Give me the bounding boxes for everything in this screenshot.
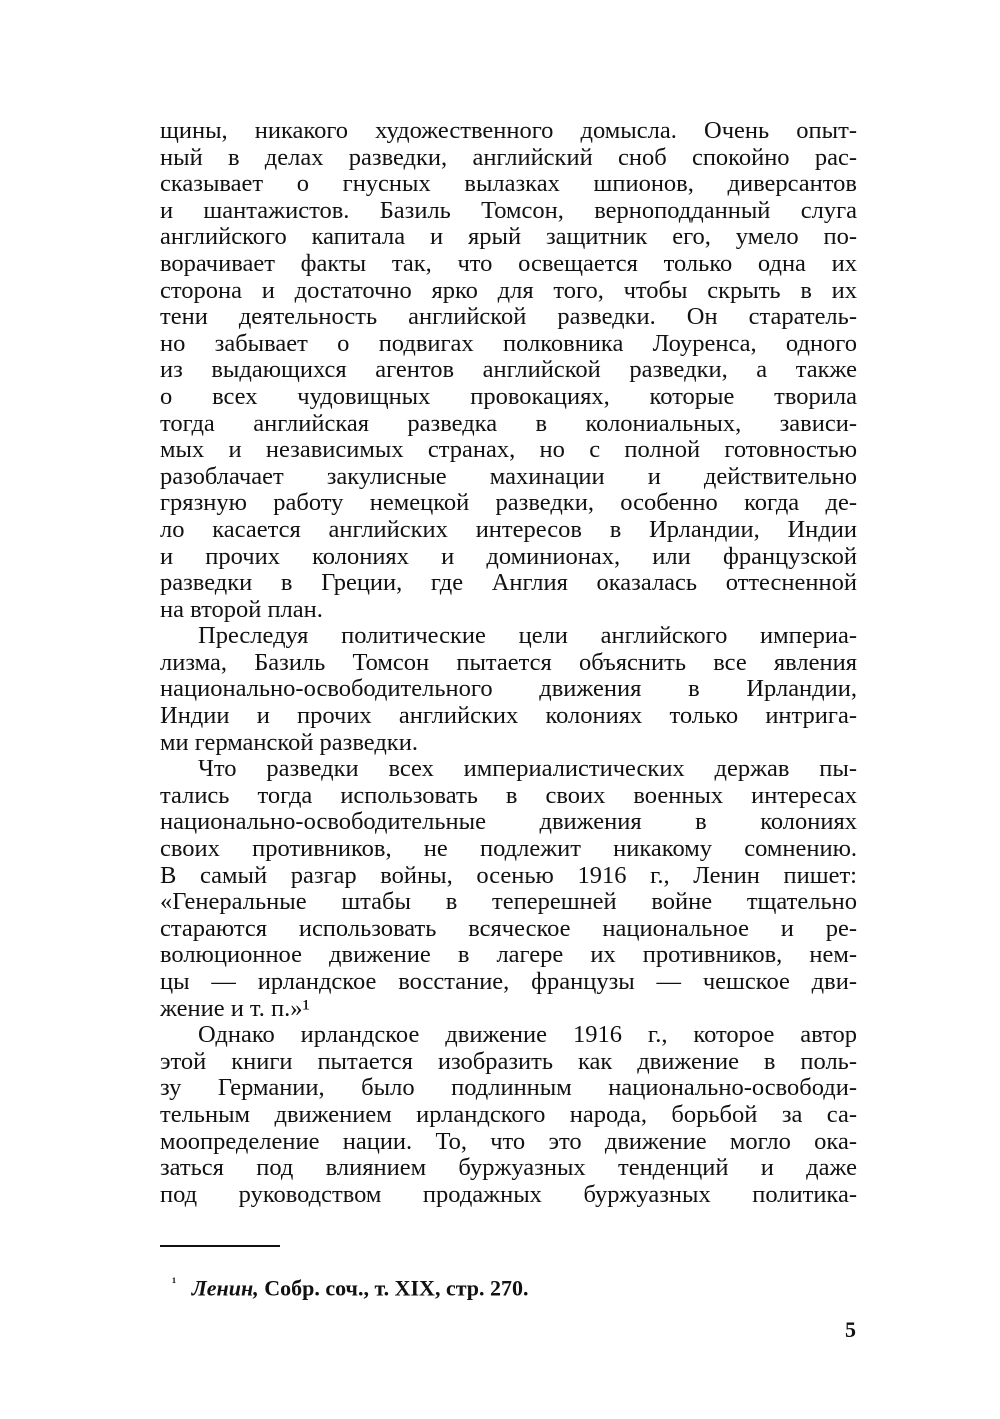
text-line: «Генеральные штабы в теперешней войне тщательно <box>160 888 857 916</box>
text-line: своих противников, не подлежит никакому сомнению. <box>160 835 857 863</box>
text-line: под руководством продажных буржуазных политика- <box>160 1180 857 1208</box>
text-line: сторона и достаточно ярко для того, чтобы скрыть в их <box>160 276 857 304</box>
text-line: но забывает о подвигах полковника Лоуренса, одного <box>160 329 857 357</box>
footnote-reference: Собр. соч., т. XIX, стр. 270. <box>264 1275 529 1301</box>
paragraph <box>160 1022 857 1208</box>
text-line: о всех чудовищных провокациях, которые творила <box>160 382 857 410</box>
footnote-separator <box>160 1245 280 1247</box>
text-line: жение и т. п.»¹ <box>160 994 310 1022</box>
text-line: сказывает о гнусных вылазках шпионов, диверсантов <box>160 170 857 198</box>
footnote <box>172 1270 529 1302</box>
text-line: ворачивает факты так, что освещается только одна их <box>160 249 857 277</box>
text-line: ло касается английских интересов в Ирландии, Индии <box>160 515 857 543</box>
text-line: разоблачает закулисные махинации и действительно <box>160 462 857 490</box>
paragraph <box>160 756 857 1022</box>
footnote-mark: ¹ <box>172 1276 177 1291</box>
footnote-author: Ленин, <box>191 1275 259 1301</box>
text-line: грязную работу немецкой разведки, особенно когда де- <box>160 489 857 517</box>
text-line: и прочих колониях и доминионах, или французской <box>160 542 857 570</box>
text-line: моопределение нации. То, что это движение могло ока- <box>160 1127 857 1155</box>
text-line: и шантажистов. Базиль Томсон, верноподданный слуга <box>160 196 857 224</box>
text-line: тельным движением ирландского народа, борьбой за са- <box>160 1100 857 1128</box>
text-line: тогда английская разведка в колониальных, зависи- <box>160 409 857 437</box>
text-line: зу Германии, было подлинным национально-освободи- <box>160 1074 857 1102</box>
text-line: разведки в Греции, где Англия оказалась оттесненной <box>160 569 857 597</box>
text-line: этой книги пытается изобразить как движение в поль- <box>160 1047 857 1075</box>
text-line: ми германской разведки. <box>160 728 418 756</box>
text-line: Преследуя политические цели английского империа- <box>198 622 857 650</box>
text-line: Индии и прочих английских колониях только интрига- <box>160 702 857 730</box>
text-line: Что разведки всех империалистических держав пы- <box>198 755 857 783</box>
text-line: на второй план. <box>160 595 323 623</box>
text-line: стараются использовать всяческое национальное и ре- <box>160 914 857 942</box>
text-line: Однако ирландское движение 1916 г., которое автор <box>198 1021 857 1049</box>
text-line: мых и независимых странах, но с полной готовностью <box>160 436 857 464</box>
text-line: тались тогда использовать в своих военных интересах <box>160 781 857 809</box>
text-line: волюционное движение в лагере их противников, нем- <box>160 941 857 969</box>
text-line: тени деятельность английской разведки. Он старатель- <box>160 303 857 331</box>
text-line: заться под влиянием буржуазных тенденций и даже <box>160 1154 857 1182</box>
main-text <box>160 118 857 1208</box>
text-line: щины, никакого художественного домысла. Очень опыт- <box>160 117 857 144</box>
text-line: английского капитала и ярый защитник его, умело по- <box>160 223 857 251</box>
text-line: цы — ирландское восстание, французы — чешское дви- <box>160 968 857 995</box>
text-line: В самый разгар войны, осенью 1916 г., Ленин пишет: <box>160 861 857 889</box>
page-number: 5 <box>845 1317 856 1342</box>
paragraph <box>160 118 857 623</box>
paragraph <box>160 623 857 756</box>
text-line: национально-освободительного движения в Ирландии, <box>160 675 857 703</box>
text-line: национально-освободительные движения в колониях <box>160 808 857 836</box>
text-line: из выдающихся агентов английской разведки, а также <box>160 356 857 384</box>
text-line: лизма, Базиль Томсон пытается объяснить все явления <box>160 648 857 676</box>
text-line: ный в делах разведки, английский сноб спокойно рас- <box>160 143 857 171</box>
